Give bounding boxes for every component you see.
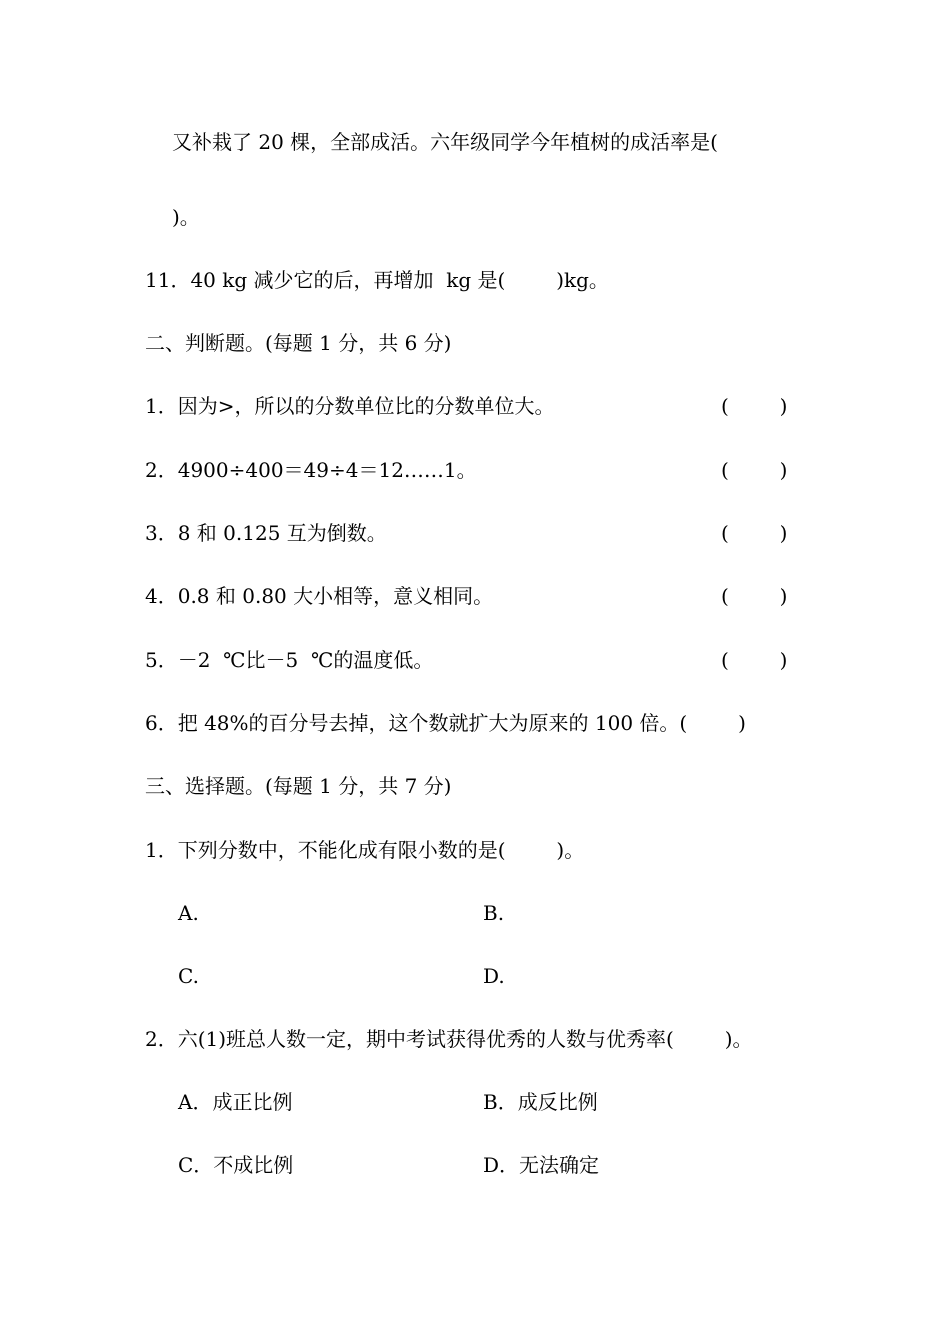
judge-answer-1: ( ): [721, 394, 788, 418]
judge-answer-3: ( ): [721, 521, 788, 545]
choice-2-option-a: A．成正比例: [178, 1090, 293, 1114]
continuation-line-2: )。: [172, 205, 200, 229]
question-11: 11．40 kg 减少它的后，再增加 kg 是( )kg。: [145, 268, 609, 292]
judge-answer-4: ( ): [721, 584, 788, 608]
judge-item-4: 4．0.8 和 0.80 大小相等，意义相同。: [145, 584, 494, 608]
judge-answer-2: ( ): [721, 458, 788, 482]
choice-2-option-b: B．成反比例: [483, 1090, 598, 1114]
choice-1-option-d: D.: [483, 964, 505, 988]
judge-item-3: 3．8 和 0.125 互为倒数。: [145, 521, 387, 545]
continuation-line-1: 又补栽了 20 棵，全部成活。六年级同学今年植树的成活率是(: [172, 130, 718, 154]
choice-2-option-d: D．无法确定: [483, 1153, 600, 1177]
section-3-heading: 三、选择题。(每题 1 分，共 7 分): [145, 774, 452, 798]
judge-item-2: 2．4900÷400＝49÷4＝12……1。: [145, 458, 477, 482]
choice-1-option-a: A.: [178, 901, 199, 925]
choice-2-option-c: C．不成比例: [178, 1153, 294, 1177]
judge-item-6: 6．把 48%的百分号去掉，这个数就扩大为原来的 100 倍。( ): [145, 711, 746, 735]
judge-answer-5: ( ): [721, 648, 788, 672]
judge-item-1: 1．因为>，所以的分数单位比的分数单位大。: [145, 394, 555, 418]
judge-item-5: 5．－2 ℃比－5 ℃的温度低。: [145, 648, 434, 672]
choice-1-option-b: B.: [483, 901, 505, 925]
choice-1-option-c: C.: [178, 964, 199, 988]
choice-question-2: 2．六(1)班总人数一定，期中考试获得优秀的人数与优秀率( )。: [145, 1027, 753, 1051]
choice-question-1: 1．下列分数中，不能化成有限小数的是( )。: [145, 838, 585, 862]
section-2-heading: 二、判断题。(每题 1 分，共 6 分): [145, 331, 452, 355]
